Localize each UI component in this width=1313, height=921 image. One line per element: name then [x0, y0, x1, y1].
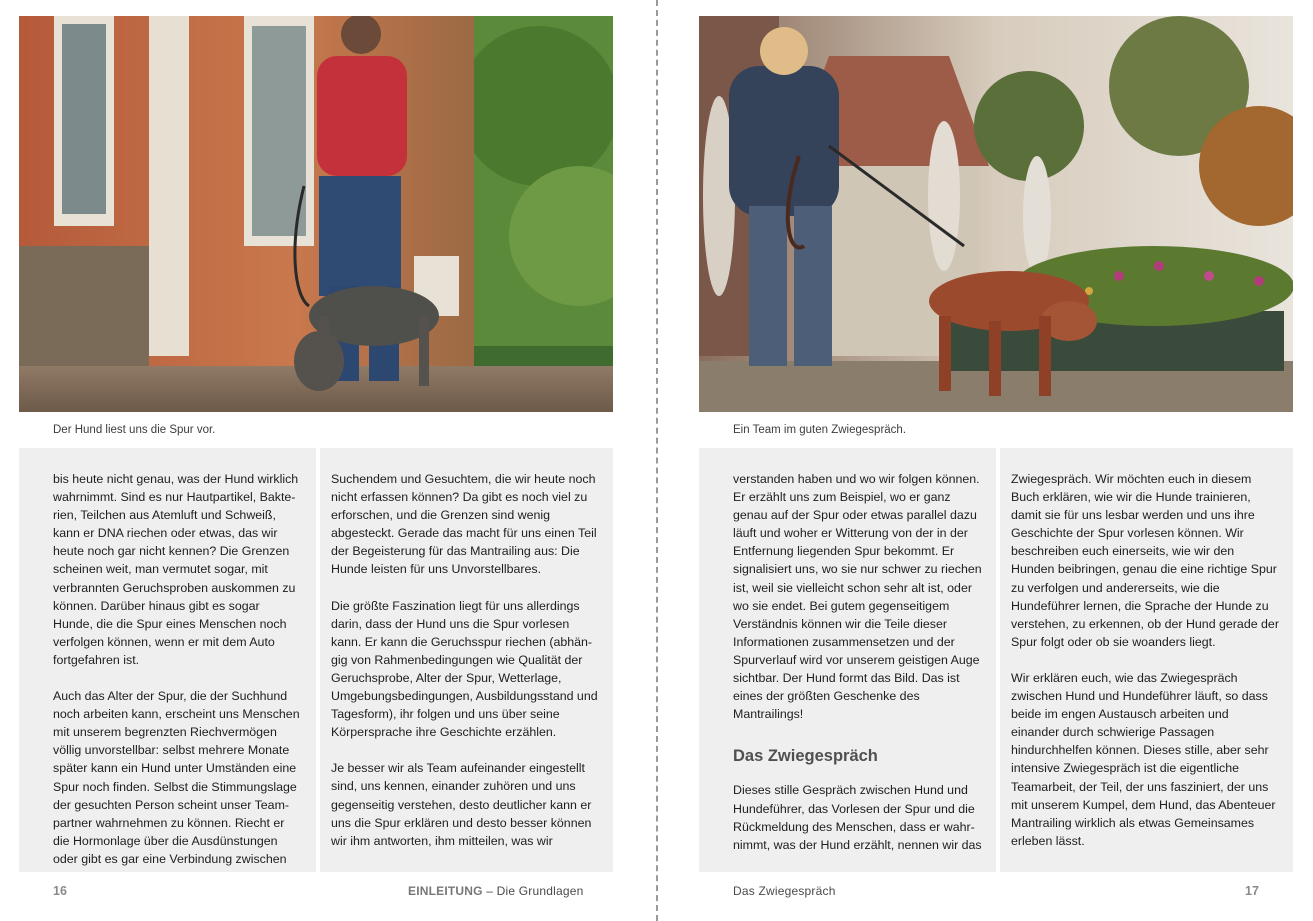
text-column-2: [996, 448, 1293, 872]
running-head: [408, 884, 583, 898]
text-columns: [699, 448, 1293, 872]
paragraph: Zwiegespräch. Wir möchten euch in diesem Buch erklären, wie wir die Hunde trainieren, damit sie für uns lesbar werden und uns ihre Geschichte der Spur vorlesen können. Wir beschreiben euch einerseits, wie wir den Hunden beibringen, genau die eine richtige Spur zu verfolgen und andererseits, wie die Hundeführer lernen, die Sprache der Hunde zu verstehen, zu erkennen, ob der Hund gerade der Spur folgt oder ob sie woanders liegt.: [1011, 472, 1279, 649]
running-head: Das Zwiegespräch: [733, 884, 836, 898]
paragraph: verstanden haben und wo wir folgen können. Er erzählt uns zum Beispiel, wo er ganz genau auf der Spur oder etwas parallel dazu läuft und woher er Witterung von der in der Entfernung liegenden Spur bekommt. Er signalisiert uns, wo sie nur schwer zu riechen ist, weil sie vielleicht schon sehr alt ist, oder wo sie endet. Bei gutem gegenseitigem Verständnis können wir die Teile dieser Informationen zusammensetzen und der Spurverlauf wird vor unserem geistigen Auge sichtbar. Der Hund formt das Bild. Das ist eines der größten Geschenke des Mantrailings!: [733, 472, 982, 722]
photo-caption: Der Hund liest uns die Spur vor.: [53, 424, 216, 436]
running-head-section: EINLEITUNG: [408, 884, 483, 898]
paragraph: Die größte Faszination liegt für uns allerdings darin, dass der Hund uns die Spur vorlesen kann. Er kann die Geruchsspur riechen (abhängig von Rahmenbedingungen wie Qualität der Geruchsprobe, Alter der Spur, Wetterlage, Umgebungsbedingungen, Ausbildungsstand und Tagesform), ihr folgen und uns über seine Körpersprache ihre Geschichte erzählen.: [331, 598, 598, 740]
paragraph: bis heute nicht genau, was der Hund wirklich wahrnimmt. Sind es nur Hautpartikel, Bakterien, Teilchen aus Atemluft und Schweiß, kann er DNA riechen oder etwas, das wir heute noch gar nicht kennen? Die Grenzen scheinen weit, man vermutet sogar, mit verbrannten Geruchsproben auskommen zu können. Darüber hinaus gibt es sogar Hunde, die die Spur eines Menschen noch verfolgen können, wenn er mit dem Auto fortgefahren ist.: [53, 472, 299, 667]
photo-illustration: [19, 16, 613, 412]
text-columns: [19, 448, 613, 872]
right-page: [657, 0, 1313, 921]
photo-illustration: [699, 16, 1293, 412]
paragraph: Suchendem und Gesuchtem, die wir heute noch nicht erfassen können? Da gibt es noch viel zu erforschen, und die Grenzen sind wenig abgesteckt. Gerade das macht für uns einen Teil der Begeisterung für das Mantrailing aus: Die Hunde leisten für uns Unvorstellbares.: [331, 472, 597, 577]
page-number: 17: [1245, 884, 1259, 898]
paragraph: Dieses stille Gespräch zwischen Hund und Hundeführer, das Vorlesen der Spur und die Rückmeldung des Menschen, dass er wahrnimmt, was der Hund erzählt, nennen wir das: [733, 783, 982, 852]
photo-dog-reading-trail: [19, 16, 613, 412]
photo-team-conversation: [699, 16, 1293, 412]
paragraph: Je besser wir als Team aufeinander eingestellt sind, uns kennen, einander zuhören und uns gegenseitig verstehen, desto deutlicher kann er uns die Spur erklären und desto besser können wir ihm antworten, ihm mitteilen, was wir: [331, 761, 592, 848]
photo-caption: Ein Team im guten Zwiegespräch.: [733, 424, 907, 436]
paragraph: Auch das Alter der Spur, die der Suchhund noch arbeiten kann, erscheint uns Menschen mit unserem begrenzten Riechvermögen völlig unvorstellbar: selbst mehrere Monate später kann ein Hund unter Umständen eine Spur noch finden. Selbst die Stimmungslage der gesuchten Person scheint unser Teampartner wahrnehmen zu können. Riecht er die Hormonlage über die Ausdünstungen oder gibt es gar eine Verbindung zwischen: [53, 689, 300, 866]
running-head-chapter: – Die Grundlagen: [482, 884, 584, 898]
left-page: [0, 0, 656, 921]
text-column-2: [316, 448, 613, 872]
section-heading: Das Zwiegespräch: [733, 747, 878, 766]
page-number: 16: [53, 884, 67, 898]
text-column-1: [19, 448, 316, 872]
text-column-1: [699, 448, 996, 872]
paragraph: Wir erklären euch, wie das Zwiegespräch zwischen Hund und Hundeführer läuft, so dass beide im engen Austausch arbeiten und einander durch schwierige Passagen hindurchhelfen können. Dieses stille, aber sehr intensive Zwiegespräch ist die eigentliche Teamarbeit, der Teil, der uns fasziniert, der uns mit unserem Kumpel, dem Hund, das Abenteuer Mantrailing wirklich als etwas Gemeinsames erleben lässt.: [1011, 670, 1276, 848]
